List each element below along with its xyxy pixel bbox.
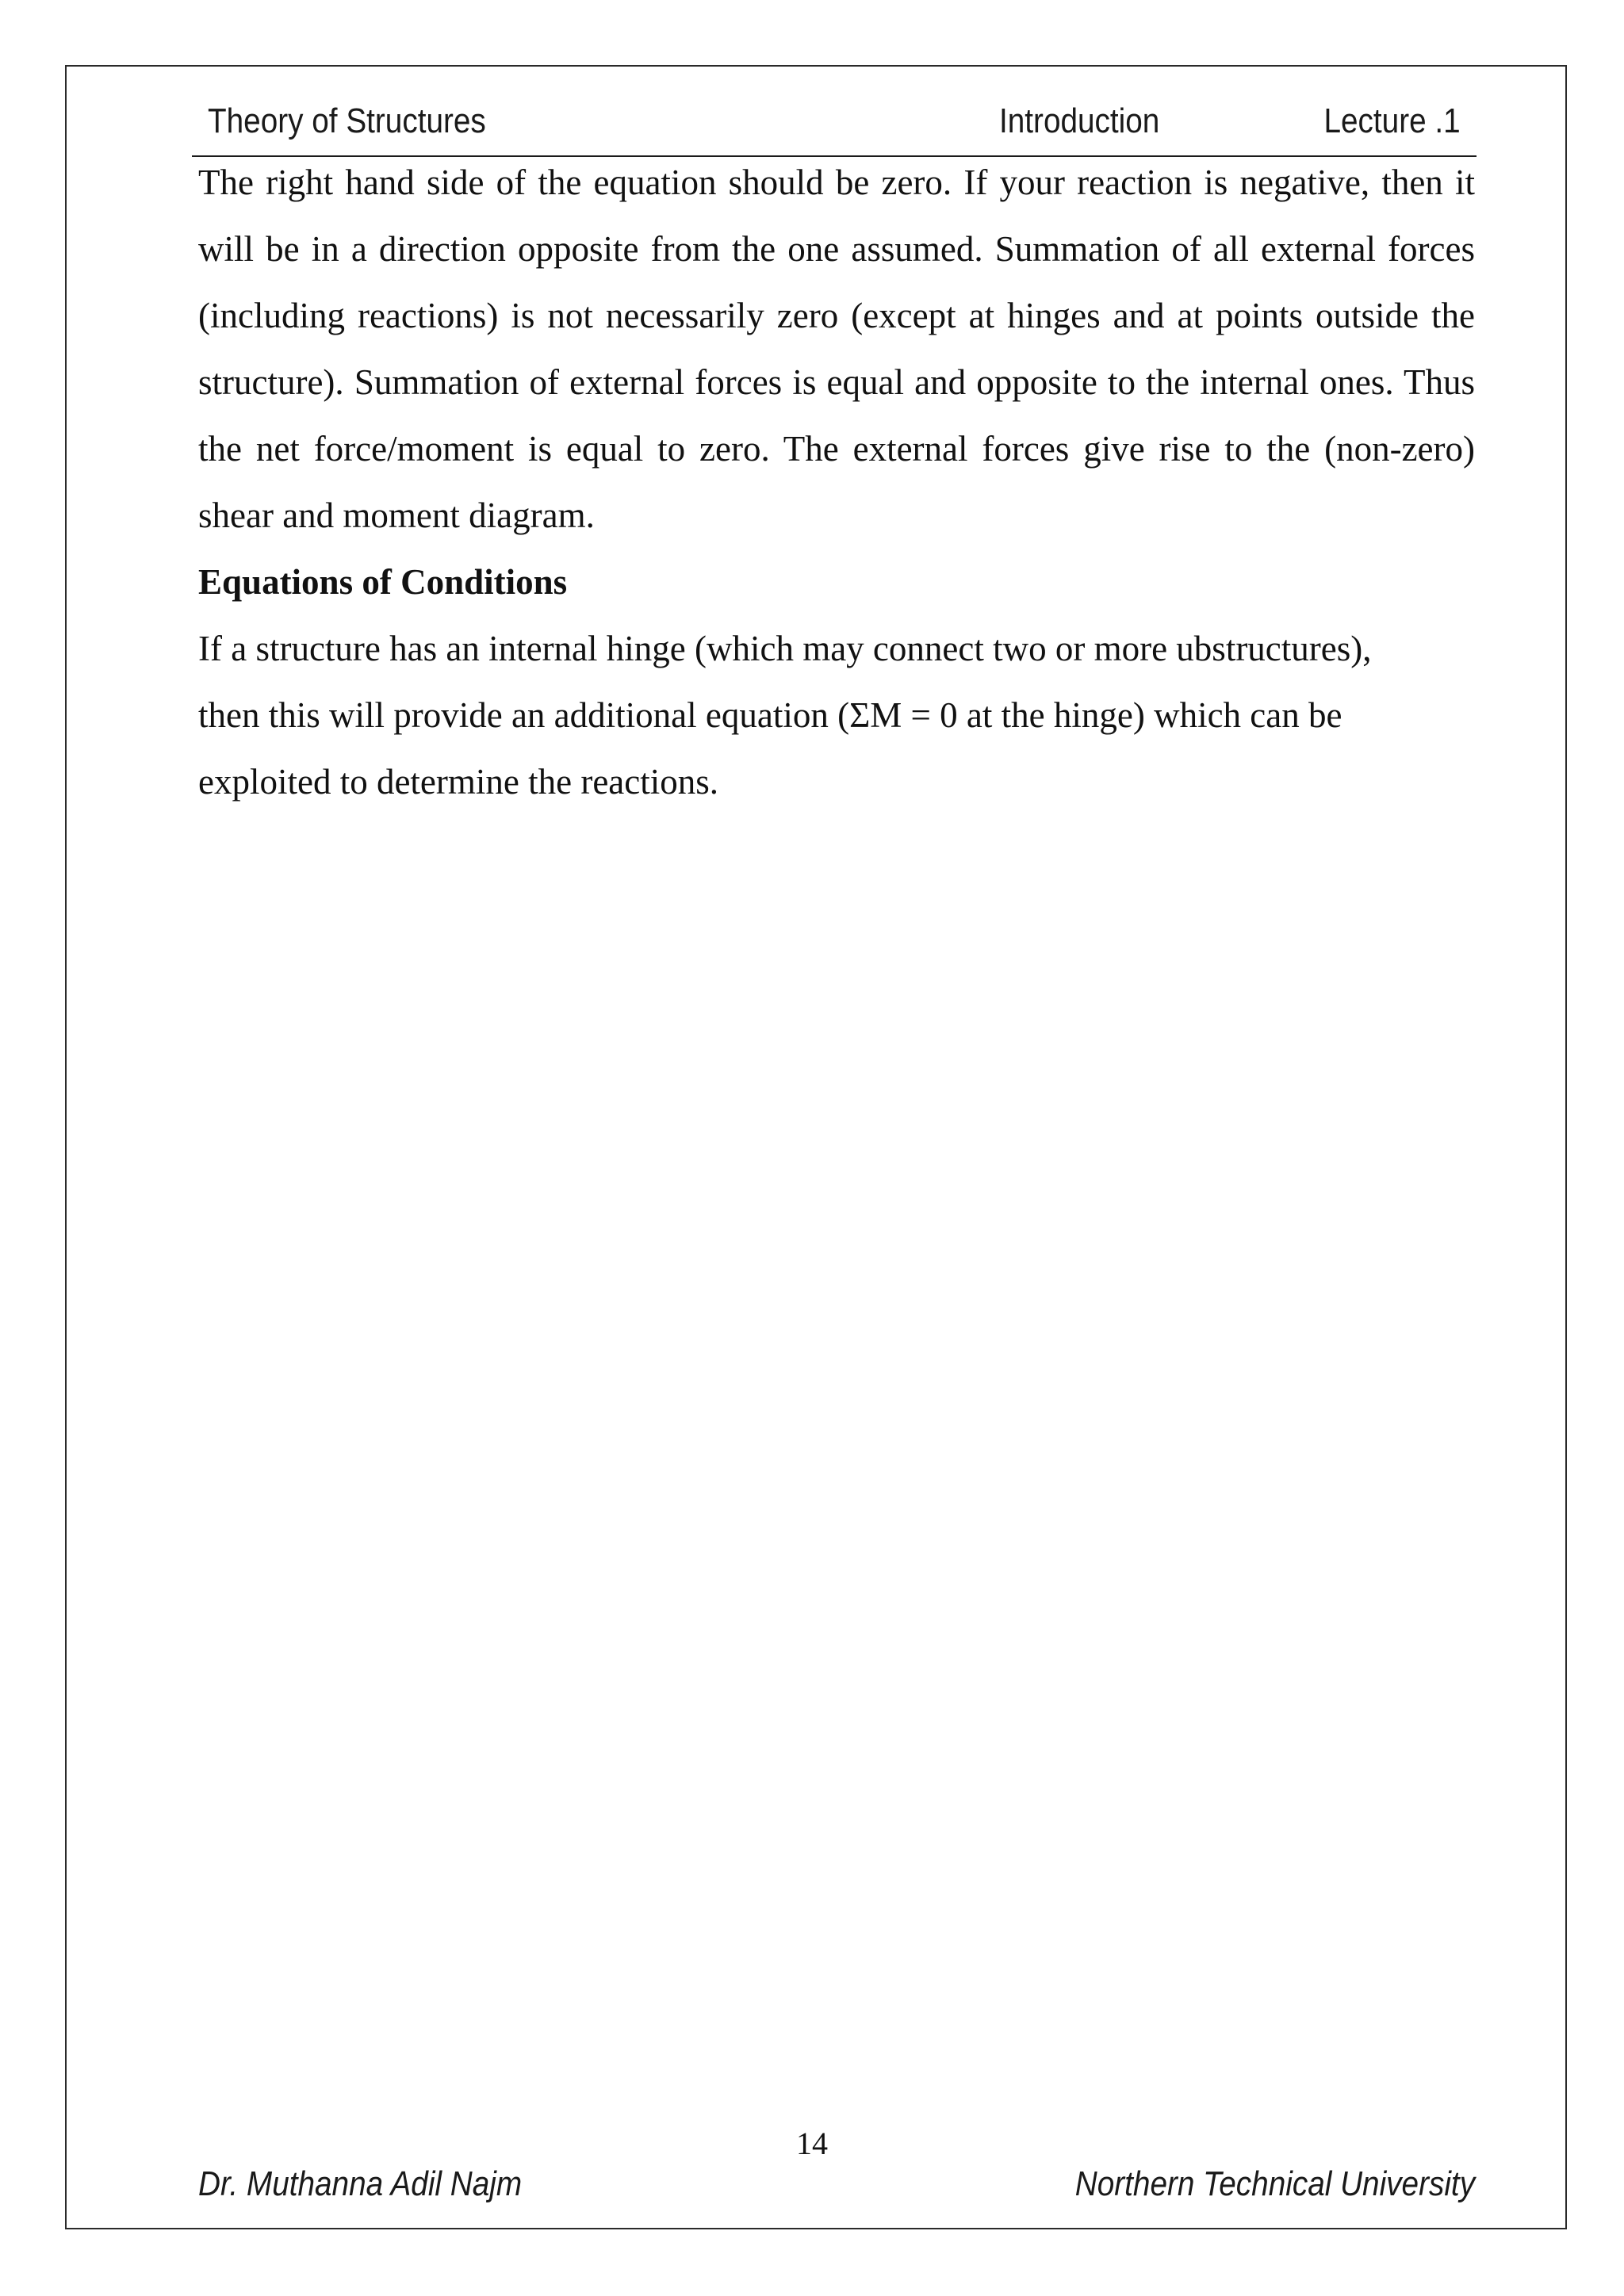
header-section-title: Introduction [999, 101, 1160, 140]
body-paragraph-2 [198, 615, 1475, 815]
section-heading: Equations of Conditions [198, 562, 568, 602]
body-paragraph: The right hand side of the equation should be zero. If your reaction is negative, then it will be in a direction opposite from the one assumed. Summation of all external forces (including reactions) is not necessarily zero (except at hinges and at points outside the structure). Summation of external forces is equal and opposite to the internal ones. Thus the net force/moment is equal to zero. The external forces give rise to the (non-zero) shear and moment diagram. [198, 163, 1475, 535]
page-footer [198, 2164, 1475, 2212]
paragraph-line: then this will provide an additional equation (ΣM = 0 at the hinge) which can be [198, 695, 1342, 735]
footer-author: Dr. Muthanna Adil Najm [198, 2164, 523, 2203]
header-course-title: Theory of Structures [208, 101, 486, 140]
paragraph-line: exploited to determine the reactions. [198, 762, 719, 802]
page-header [192, 94, 1477, 157]
paragraph-line: If a structure has an internal hinge (which may connect two or more ubstructures), [198, 629, 1372, 668]
page-number: 14 [796, 2126, 828, 2161]
footer-institution: Northern Technical University [1074, 2164, 1475, 2203]
page-body [198, 149, 1475, 815]
header-lecture-number: Lecture .1 [1323, 101, 1461, 140]
